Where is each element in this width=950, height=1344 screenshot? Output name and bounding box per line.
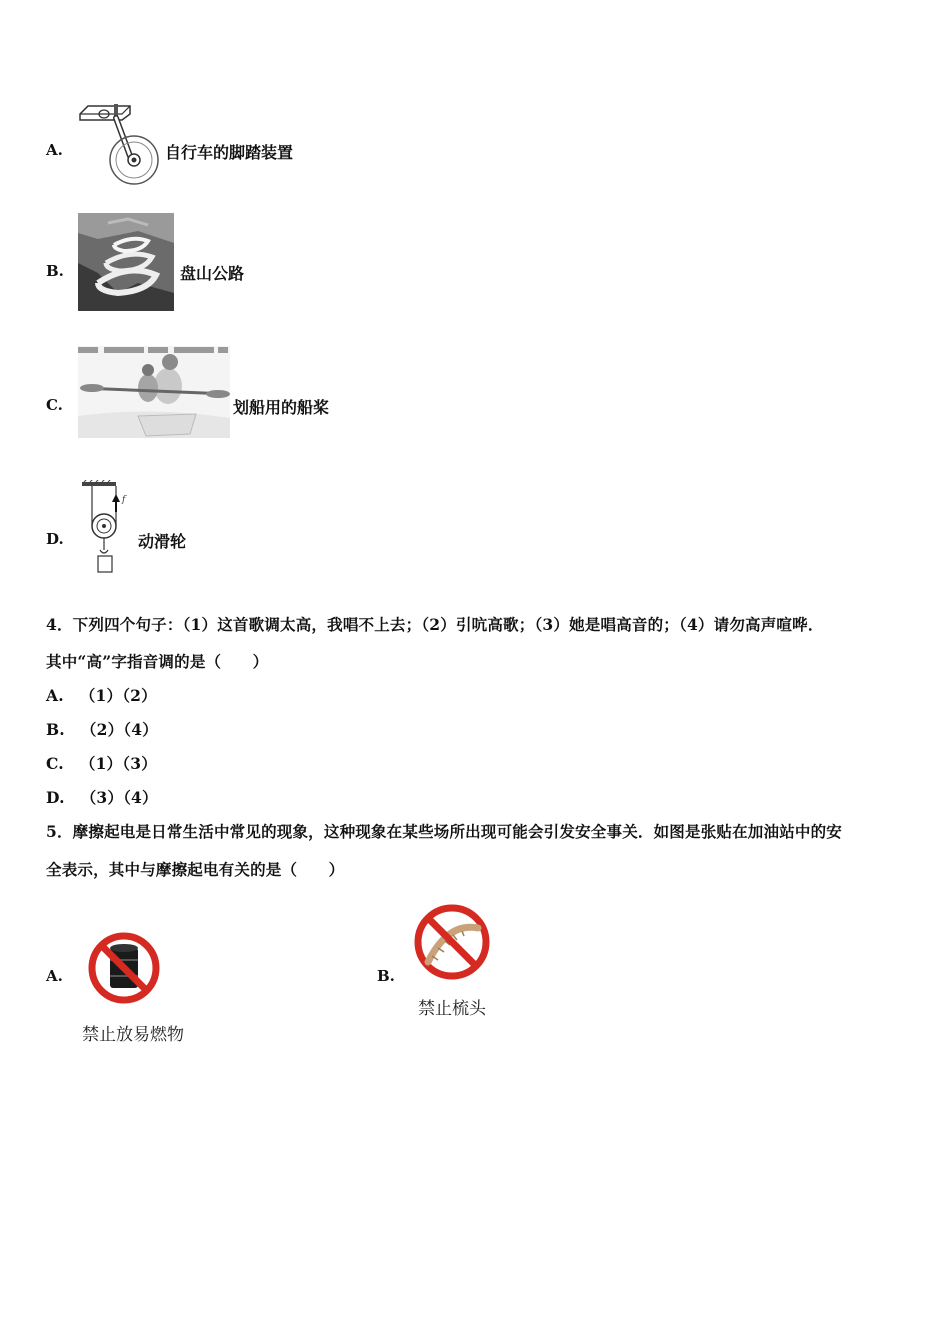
no-combing-sign-icon <box>412 902 492 982</box>
answer-option-b[interactable] <box>46 718 158 740</box>
sign-caption: 禁止放易燃物 <box>82 1025 184 1045</box>
mountain-road-photo <box>78 213 174 311</box>
option-letter: A. <box>46 141 63 159</box>
option-letter: D. <box>46 788 65 807</box>
movable-pulley-icon <box>80 480 132 576</box>
question-5-line-2: 全表示，其中与摩擦起电有关的是（ ） <box>46 860 345 879</box>
bicycle-pedal-icon <box>78 100 164 188</box>
question-4-line-1: 4．下列四个句子：（1）这首歌调太高，我唱不上去；（2）引吭高歌；（3）她是唱高音的；（4）请勿高声喧哗． <box>46 615 824 634</box>
option-text: （1）（3） <box>79 754 157 773</box>
question-5-line-1: 5．摩擦起电是日常生活中常见的现象，这种现象在某些场所出现可能会引发安全事关．如图是张贴在加油站中的安 <box>46 822 842 841</box>
option-caption: 划船用的船桨 <box>233 398 330 417</box>
no-flammables-sign-icon <box>86 930 162 1006</box>
option-caption: 盘山公路 <box>180 264 245 283</box>
option-text: （3）（4） <box>80 788 158 807</box>
svg-text:f: f <box>122 495 126 505</box>
option-letter: C. <box>46 754 64 773</box>
option-text: （2）（4） <box>80 720 158 739</box>
answer-option-a[interactable] <box>46 684 157 706</box>
option-letter: B. <box>46 720 65 739</box>
option-caption: 自行车的脚踏装置 <box>165 143 294 162</box>
answer-option-d[interactable] <box>46 786 158 808</box>
option-letter: B. <box>46 262 64 280</box>
option-letter: D. <box>46 530 64 548</box>
question-4-line-2: 其中“高”字指音调的是（ ） <box>46 652 269 671</box>
option-caption: 动滑轮 <box>138 532 187 551</box>
answer-option-c[interactable] <box>46 752 157 774</box>
rowing-boat-photo <box>78 346 230 438</box>
option-letter: A. <box>46 686 64 705</box>
option-letter: B. <box>377 967 395 985</box>
option-letter: C. <box>46 396 63 414</box>
option-letter: A. <box>46 967 63 985</box>
sign-caption: 禁止梳头 <box>418 999 486 1019</box>
option-text: （1）（2） <box>79 686 157 705</box>
